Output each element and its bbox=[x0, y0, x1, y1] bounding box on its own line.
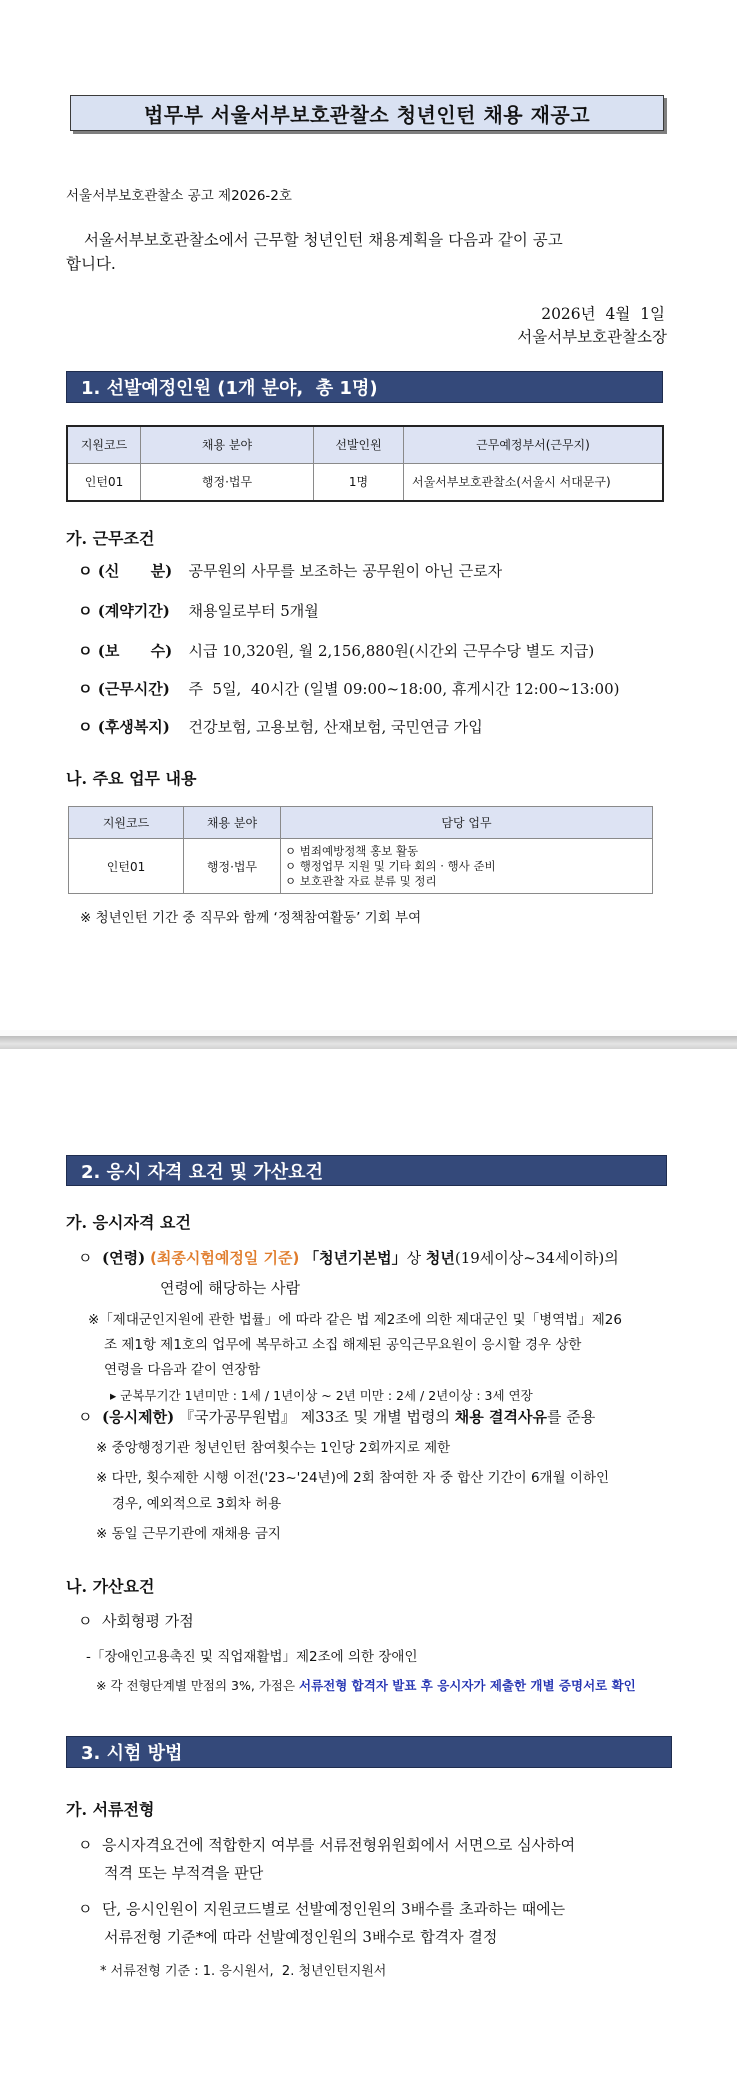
document-title-text: 법무부 서울서부보호관찰소 청년인턴 채용 재공고 bbox=[143, 102, 591, 127]
bonus-item: ㅇ 사회형평 가점 bbox=[78, 1612, 194, 1630]
restriction-notes bbox=[96, 1435, 609, 1547]
condition-label: (후생복지) bbox=[97, 718, 170, 736]
intro-line-2: 합니다. bbox=[66, 255, 116, 273]
screening-item-2-line2: 서류전형 기준*에 따라 선발예정인원의 3배수로 합격자 결정 bbox=[104, 1928, 498, 1946]
page-separator bbox=[0, 1036, 737, 1049]
age-youth: 청년 bbox=[425, 1249, 455, 1267]
document-title bbox=[70, 95, 664, 131]
notice-date: 2026년 4월 1일 bbox=[541, 305, 665, 323]
bullet-icon: ㅇ bbox=[78, 680, 98, 698]
bullet-icon: ㅇ bbox=[78, 718, 98, 736]
bonus-sub-item: -「장애인고용촉진 및 직업재활법」제2조에 의한 장애인 bbox=[86, 1649, 418, 1665]
document-screening-heading: 가. 서류전형 bbox=[66, 1800, 155, 1819]
bullet-icon: ㅇ bbox=[78, 1249, 93, 1267]
col-header-code: 지원코드 bbox=[67, 426, 141, 463]
military-extension: ▸ 군복무기간 1년미만 : 1세 / 1년이상 ~ 2년 미만 : 2세 / 2년이상 : 3세 연장 bbox=[110, 1388, 533, 1403]
age-text: 상 bbox=[406, 1249, 426, 1267]
restriction-note: ※ 다만, 횟수제한 시행 이전('23~'24년)에 2회 참여한 자 중 합산 기간이 6개월 이하인 bbox=[96, 1470, 610, 1486]
section-2-title: 2. 응시 자격 요건 및 가산요건 bbox=[81, 1161, 323, 1183]
condition-item bbox=[78, 640, 594, 661]
condition-label: (계약기간) bbox=[97, 602, 170, 620]
condition-item bbox=[78, 600, 319, 621]
work-conditions-heading: 가. 근무조건 bbox=[66, 529, 155, 548]
military-note-line: 연령을 다음과 같이 연장함 bbox=[104, 1362, 261, 1378]
section-3-title: 3. 시험 방법 bbox=[81, 1743, 183, 1764]
notice-number: 서울서부보호관찰소 공고 제2026-2호 bbox=[66, 188, 292, 204]
condition-text: 주 5일, 40시간 (일별 09:00~18:00, 휴게시간 12:00~13:00) bbox=[188, 680, 620, 698]
duty-item: ㅇ 보호관찰 자료 분류 및 정리 bbox=[285, 873, 437, 888]
restriction-bold: 채용 결격사유 bbox=[454, 1408, 547, 1426]
screening-item-1: ㅇ 응시자격요건에 적합한지 여부를 서류전형위원회에서 서면으로 심사하여 bbox=[78, 1836, 576, 1854]
table-row bbox=[69, 839, 653, 894]
restriction-text: 『국가공무원법』 제33조 및 개별 법령의 bbox=[178, 1408, 455, 1426]
bullet-icon: ㅇ bbox=[78, 1408, 93, 1426]
restriction-label: (응시제한) bbox=[102, 1408, 175, 1426]
exam-restriction bbox=[78, 1406, 595, 1427]
age-requirement-line2: 연령에 해당하는 사람 bbox=[160, 1279, 300, 1297]
recruitment-table bbox=[66, 425, 664, 502]
cell-count: 1명 bbox=[314, 463, 404, 501]
screening-item-1-line2: 적격 또는 부적격을 판단 bbox=[104, 1864, 264, 1882]
military-note-line: 조 제1항 제1호의 업무에 복무하고 소집 해제된 공익근무요원이 응시할 경우 상한 bbox=[104, 1337, 582, 1353]
condition-label: (신 분) bbox=[97, 562, 173, 580]
cell-field: 행정·법무 bbox=[184, 839, 281, 894]
intro-line-1: 서울서부보호관찰소에서 근무할 청년인턴 채용계획을 다음과 같이 공고 bbox=[84, 231, 563, 249]
condition-text: 시급 10,320원, 월 2,156,880원(시간외 근무수당 별도 지급) bbox=[188, 642, 595, 660]
bonus-note-text: ※ 각 전형단계별 만점의 3%, 가점은 bbox=[96, 1678, 300, 1693]
bonus-heading: 나. 가산요건 bbox=[66, 1577, 155, 1596]
cell-field: 행정·법무 bbox=[141, 463, 314, 501]
section-2-header bbox=[66, 1155, 667, 1186]
cell-code: 인턴01 bbox=[67, 463, 141, 501]
condition-item bbox=[78, 560, 502, 581]
notice-issuer: 서울서부보호관찰소장 bbox=[517, 328, 667, 346]
condition-item bbox=[78, 678, 619, 699]
duties-table bbox=[68, 806, 653, 894]
eligibility-heading: 가. 응시자격 요건 bbox=[66, 1213, 191, 1232]
condition-text: 채용일로부터 5개월 bbox=[188, 602, 319, 620]
section-1-header bbox=[66, 371, 663, 403]
duty-item: ㅇ 행정업무 지원 및 기타 회의 · 행사 준비 bbox=[285, 858, 496, 873]
bullet-icon: ㅇ bbox=[78, 642, 98, 660]
col-header-code: 지원코드 bbox=[69, 807, 184, 839]
restriction-note: ※ 동일 근무기관에 재채용 금지 bbox=[96, 1526, 281, 1542]
age-requirement bbox=[78, 1247, 619, 1268]
military-note-line: ※「제대군인지원에 관한 법률」에 따라 같은 법 제2조에 의한 제대군인 및「병역법」제26 bbox=[88, 1312, 622, 1328]
duties-note: ※ 청년인턴 기간 중 직무와 함께 ‘정책참여활동’ 기회 부여 bbox=[80, 910, 422, 926]
military-note bbox=[88, 1308, 668, 1408]
section-1-title: 1. 선발예정인원 (1개 분야, 총 1명) bbox=[81, 378, 378, 399]
screening-item-2: ㅇ 단, 응시인원이 지원코드별로 선발예정인원의 3배수를 초과하는 때에는 bbox=[78, 1900, 566, 1918]
screening-footnote: * 서류전형 기준 : 1. 응시원서, 2. 청년인턴지원서 bbox=[100, 1964, 387, 1979]
duties-heading: 나. 주요 업무 내용 bbox=[66, 769, 197, 788]
condition-item bbox=[78, 716, 483, 737]
condition-text: 건강보험, 고용보험, 산재보험, 국민연금 가입 bbox=[188, 718, 483, 736]
col-header-count: 선발인원 bbox=[314, 426, 404, 463]
cell-dept: 서울서부보호관찰소(서울시 서대문구) bbox=[404, 463, 664, 501]
table-row bbox=[67, 463, 663, 501]
restriction-text-end: 를 준용 bbox=[546, 1408, 596, 1426]
col-header-field: 채용 분야 bbox=[141, 426, 314, 463]
age-basis-highlight: (최종시험예정일 기준) bbox=[150, 1249, 300, 1267]
restriction-note: 경우, 예외적으로 3회차 허용 bbox=[112, 1496, 282, 1512]
bullet-icon: ㅇ bbox=[78, 602, 98, 620]
section-3-header bbox=[66, 1736, 672, 1768]
condition-text: 공무원의 사무를 보조하는 공무원이 아닌 근로자 bbox=[188, 562, 503, 580]
duty-item: ㅇ 범죄예방정책 홍보 활동 bbox=[285, 843, 419, 858]
col-header-duties: 담당 업무 bbox=[281, 807, 653, 839]
condition-label: (보 수) bbox=[97, 642, 173, 660]
bonus-note-highlight: 서류전형 합격자 발표 후 응시자가 제출한 개별 증명서로 확인 bbox=[299, 1678, 636, 1693]
cell-code: 인턴01 bbox=[69, 839, 184, 894]
bullet-icon: ㅇ bbox=[78, 562, 98, 580]
bonus-note bbox=[96, 1676, 636, 1694]
cell-duties bbox=[281, 839, 653, 894]
age-label: (연령) bbox=[102, 1249, 146, 1267]
age-range: (19세이상~34세이하)의 bbox=[454, 1249, 619, 1267]
restriction-note: ※ 중앙행정기관 청년인턴 참여횟수는 1인당 2회까지로 제한 bbox=[96, 1440, 451, 1456]
age-law: 「청년기본법」 bbox=[304, 1249, 407, 1267]
col-header-dept: 근무예정부서(근무지) bbox=[404, 426, 664, 463]
condition-label: (근무시간) bbox=[97, 680, 170, 698]
col-header-field: 채용 분야 bbox=[184, 807, 281, 839]
